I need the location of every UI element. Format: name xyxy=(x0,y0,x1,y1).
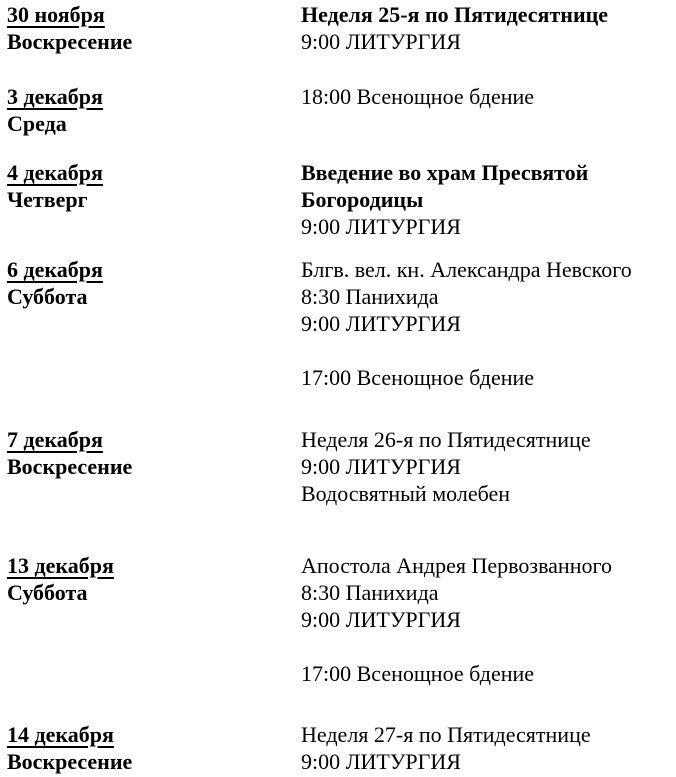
event-line: 17:00 Всенощное бдение xyxy=(301,365,535,390)
events-column xyxy=(301,159,588,240)
event-line: Неделя 25-я по Пятидесятнице xyxy=(301,2,609,27)
date-label: 4 декабря xyxy=(7,160,103,185)
event-line-blank xyxy=(301,633,612,660)
event-line: Неделя 26-я по Пятидесятнице xyxy=(301,427,591,452)
event-line: Богородицы xyxy=(301,187,424,212)
day-label: Четверг xyxy=(7,187,88,212)
date-label: 3 декабря xyxy=(7,84,103,109)
date-label: 13 декабря xyxy=(7,553,114,578)
events-column xyxy=(301,256,632,391)
date-column xyxy=(7,552,114,606)
date-label: 14 декабря xyxy=(7,722,114,747)
event-line: 9:00 ЛИТУРГИЯ xyxy=(301,454,461,479)
day-label: Воскресение xyxy=(7,29,133,54)
event-line: 9:00 ЛИТУРГИЯ xyxy=(301,607,461,632)
event-line-blank xyxy=(301,337,632,364)
date-column xyxy=(7,1,132,55)
date-label: 7 декабря xyxy=(7,427,103,452)
date-column xyxy=(7,426,132,480)
event-line: 9:00 ЛИТУРГИЯ xyxy=(301,214,461,239)
event-line: 8:30 Панихида xyxy=(301,580,439,605)
day-label: Суббота xyxy=(7,580,88,605)
event-line: Апостола Андрея Первозванного xyxy=(301,553,612,578)
date-column xyxy=(7,159,103,213)
event-line: Блгв. вел. кн. Александра Невского xyxy=(301,257,632,282)
date-column xyxy=(7,721,132,775)
event-line: 17:00 Всенощное бдение xyxy=(301,661,535,686)
event-line: 9:00 ЛИТУРГИЯ xyxy=(301,749,461,774)
day-label: Воскресение xyxy=(7,749,133,774)
events-column xyxy=(301,1,608,55)
date-column xyxy=(7,256,103,310)
event-line: 9:00 ЛИТУРГИЯ xyxy=(301,311,461,336)
event-line: Неделя 27-я по Пятидесятнице xyxy=(301,722,591,747)
event-line: Введение во храм Пресвятой xyxy=(301,160,589,185)
event-line: 8:30 Панихида xyxy=(301,284,439,309)
events-column xyxy=(301,552,612,687)
events-column xyxy=(301,83,534,110)
day-label: Воскресение xyxy=(7,454,133,479)
event-line: 18:00 Всенощное бдение xyxy=(301,84,535,109)
date-label: 30 ноября xyxy=(7,2,105,27)
date-column xyxy=(7,83,103,137)
event-line: 9:00 ЛИТУРГИЯ xyxy=(301,29,461,54)
day-label: Среда xyxy=(7,111,67,136)
events-column xyxy=(301,426,591,507)
date-label: 6 декабря xyxy=(7,257,103,282)
events-column xyxy=(301,721,591,775)
event-line: Водосвятный молебен xyxy=(301,481,511,506)
day-label: Суббота xyxy=(7,284,88,309)
